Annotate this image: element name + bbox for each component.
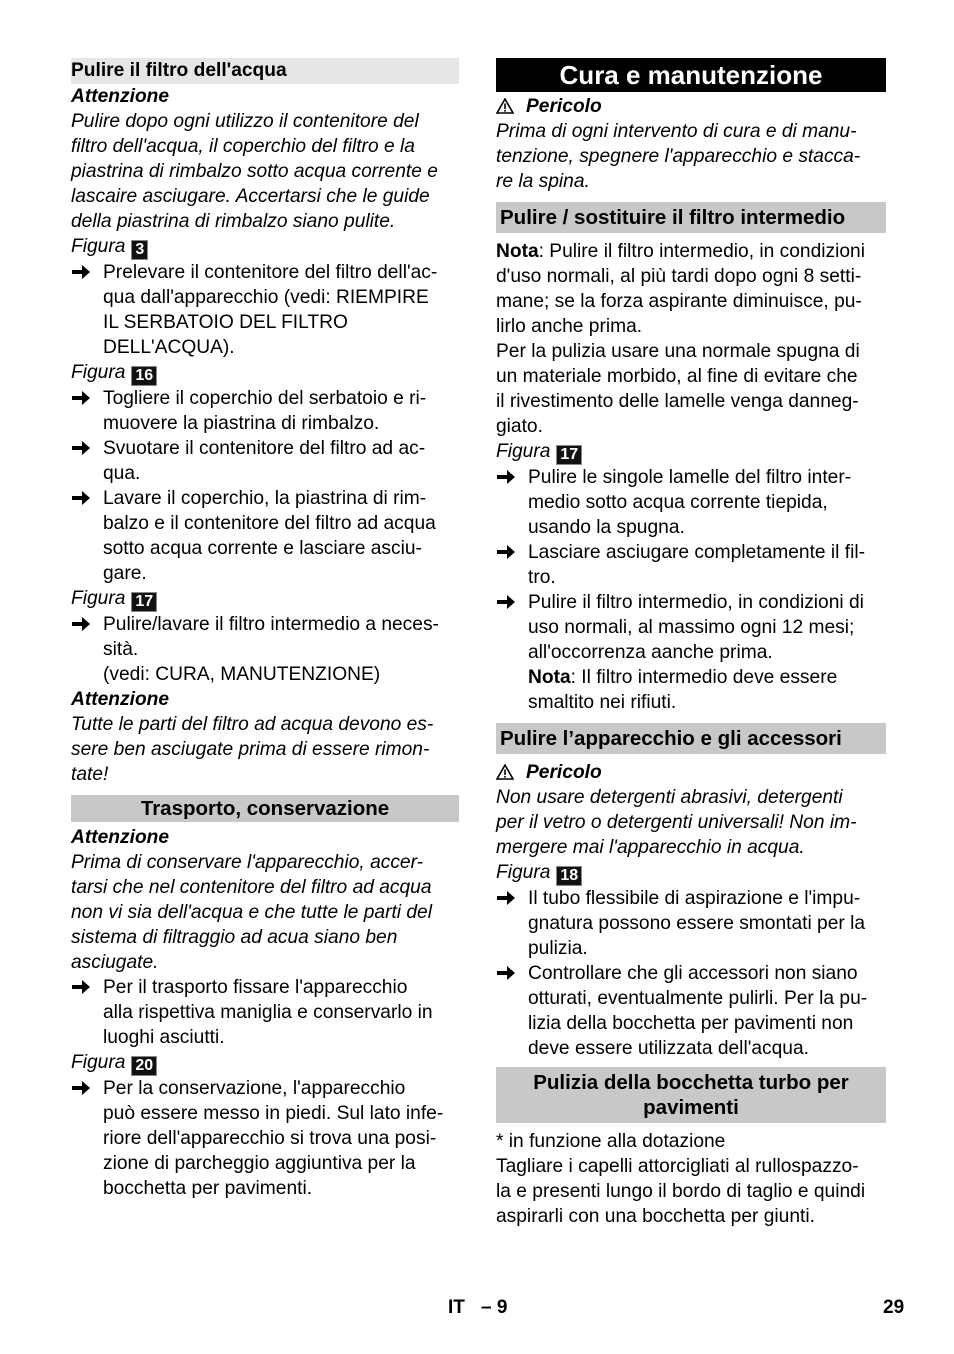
instruction-line: gare. bbox=[103, 563, 147, 584]
left-column bbox=[71, 58, 459, 1201]
instruction-line: Lavare il coperchio, la piastrina di rim- bbox=[103, 488, 427, 509]
attention-text-line: piastrina di rimbalzo sotto acqua corrente e bbox=[71, 161, 438, 182]
instruction-line: all'occorrenza aanche prima. bbox=[528, 642, 773, 663]
arrow-right-icon bbox=[72, 980, 90, 994]
paragraph-line: il rivestimento delle lamelle venga danneg- bbox=[496, 391, 859, 412]
instruction-line: medio sotto acqua corrente tiepida, bbox=[528, 492, 828, 513]
figure-label: Figura bbox=[71, 588, 126, 609]
instruction-line: Pulire/lavare il filtro intermedio a neces- bbox=[103, 614, 439, 635]
instruction-line: muovere la piastrina di rimbalzo. bbox=[103, 413, 380, 434]
arrow-right-icon bbox=[72, 617, 90, 631]
note-text: : Il filtro intermedio deve essere bbox=[570, 667, 838, 688]
instruction-line: luoghi asciutti. bbox=[103, 1027, 225, 1048]
figure-label: Figura bbox=[71, 236, 126, 257]
instruction-line: qua dall'apparecchio (vedi: RIEMPIRE bbox=[103, 287, 429, 308]
attention-text-line: asciugate. bbox=[71, 952, 159, 973]
note-label: Nota bbox=[496, 241, 539, 262]
attention-label: Attenzione bbox=[71, 689, 170, 710]
instruction-item bbox=[496, 961, 886, 1061]
attention-label: Attenzione bbox=[71, 827, 170, 848]
instruction-line: Pulire il filtro intermedio, in condizioni di bbox=[528, 592, 864, 613]
arrow-right-icon bbox=[497, 966, 515, 980]
figure-label: Figura bbox=[71, 1052, 126, 1073]
paragraph-line: la e presenti lungo il bordo di taglio e quindi bbox=[496, 1181, 866, 1202]
arrow-right-icon bbox=[72, 1081, 90, 1095]
instruction-line: usando la spugna. bbox=[528, 517, 685, 538]
figure-label: Figura bbox=[71, 362, 126, 383]
instruction-line: DELL'ACQUA). bbox=[103, 337, 235, 358]
instruction-line: alla rispettiva maniglia e conservarlo in bbox=[103, 1002, 433, 1023]
instruction-item bbox=[71, 1076, 459, 1201]
chapter-title: Cura e manutenzione bbox=[496, 58, 886, 92]
danger-text-line: tenzione, spegnere l'apparecchio e stacca- bbox=[496, 146, 861, 167]
attention-label: Attenzione bbox=[71, 86, 170, 107]
note-line: d'uso normali, al più tardi dopo ogni 8 setti- bbox=[496, 266, 862, 287]
figure-number-badge: 17 bbox=[556, 445, 582, 465]
instruction-line: balzo e il contenitore del filtro ad acqua bbox=[103, 513, 436, 534]
instruction-line: bocchetta per pavimenti. bbox=[103, 1178, 313, 1199]
attention-text-line: sistema di filtraggio ad acua siano ben bbox=[71, 927, 398, 948]
figure-reference bbox=[496, 439, 886, 465]
danger-text-line: per il vetro o detergenti universali! Non im- bbox=[496, 812, 857, 833]
attention-text-line: tarsi che nel contenitore del filtro ad acqua bbox=[71, 877, 432, 898]
figure-reference bbox=[71, 360, 459, 386]
instruction-item bbox=[71, 386, 459, 436]
instruction-line: sotto acqua corrente e lasciare asciu- bbox=[103, 538, 422, 559]
arrow-right-icon bbox=[497, 891, 515, 905]
instruction-line: Per il trasporto fissare l'apparecchio bbox=[103, 977, 408, 998]
instruction-line: deve essere utilizzata dell'acqua. bbox=[528, 1038, 809, 1059]
figure-reference bbox=[71, 1050, 459, 1076]
figure-reference bbox=[71, 586, 459, 612]
note-text: : Pulire il filtro intermedio, in condizioni bbox=[538, 241, 865, 262]
paragraph-line: Tagliare i capelli attorcigliati al rullospazzo- bbox=[496, 1156, 859, 1177]
note-line: smaltito nei rifiuti. bbox=[528, 692, 677, 713]
instruction-line: Togliere il coperchio del serbatoio e ri- bbox=[103, 388, 427, 409]
instruction-line: Pulire le singole lamelle del filtro inter- bbox=[528, 467, 852, 488]
warning-triangle-icon bbox=[496, 98, 514, 114]
instruction-line: otturati, eventualmente pulirli. Per la pu- bbox=[528, 988, 868, 1009]
danger-text-line: Non usare detergenti abrasivi, detergenti bbox=[496, 787, 843, 808]
section-heading-device-cleaning: Pulire l’apparecchio e gli accessori bbox=[496, 723, 886, 754]
note-line: mane; se la forza aspirante diminuisce, pu- bbox=[496, 291, 862, 312]
danger-text-line: Prima di ogni intervento di cura e di manu- bbox=[496, 121, 857, 142]
right-column bbox=[496, 58, 886, 1229]
arrow-right-icon bbox=[72, 491, 90, 505]
arrow-right-icon bbox=[497, 545, 515, 559]
arrow-right-icon bbox=[497, 595, 515, 609]
figure-number-badge: 16 bbox=[131, 366, 157, 386]
attention-text-line: tate! bbox=[71, 764, 109, 785]
instruction-item bbox=[496, 540, 886, 590]
instruction-line: riore dell'apparecchio si trova una posi- bbox=[103, 1128, 437, 1149]
section-heading-turbo-nozzle bbox=[496, 1067, 886, 1123]
danger-heading bbox=[496, 760, 886, 785]
page-number: 29 bbox=[883, 1297, 905, 1318]
instruction-item bbox=[71, 260, 459, 360]
instruction-line: tro. bbox=[528, 567, 556, 588]
instruction-line: Lasciare asciugare completamente il fil- bbox=[528, 542, 865, 563]
attention-text-line: della piastrina di rimbalzo siano pulite. bbox=[71, 211, 396, 232]
danger-heading bbox=[496, 94, 886, 119]
instruction-item bbox=[496, 590, 886, 715]
instruction-line: IL SERBATOIO DEL FILTRO bbox=[103, 312, 348, 333]
footer-section-page: – 9 bbox=[481, 1297, 508, 1318]
arrow-right-icon bbox=[72, 265, 90, 279]
instruction-line: può essere messo in piedi. Sul lato infe- bbox=[103, 1103, 444, 1124]
instruction-item bbox=[71, 612, 459, 687]
instruction-line: sità. bbox=[103, 639, 139, 660]
paragraph-line: un materiale morbido, al fine di evitare che bbox=[496, 366, 858, 387]
figure-number-badge: 3 bbox=[131, 240, 148, 260]
paragraph-line: * in funzione alla dotazione bbox=[496, 1131, 726, 1152]
note-line bbox=[496, 239, 886, 264]
figure-reference bbox=[496, 860, 886, 886]
arrow-right-icon bbox=[72, 441, 90, 455]
danger-label: Pericolo bbox=[526, 762, 602, 783]
arrow-right-icon bbox=[497, 470, 515, 484]
heading-line: Pulizia della bocchetta turbo per bbox=[533, 1071, 849, 1094]
danger-label: Pericolo bbox=[526, 96, 602, 117]
instruction-line: Il tubo flessibile di aspirazione e l'impu- bbox=[528, 888, 861, 909]
heading-line: pavimenti bbox=[643, 1096, 739, 1119]
figure-reference bbox=[71, 234, 459, 260]
instruction-item bbox=[71, 436, 459, 486]
footer-language: IT bbox=[448, 1297, 465, 1318]
note-label: Nota bbox=[528, 667, 571, 688]
section-heading-water-filter: Pulire il filtro dell'acqua bbox=[71, 58, 459, 84]
instruction-line: Per la conservazione, l'apparecchio bbox=[103, 1078, 406, 1099]
attention-text-line: Tutte le parti del filtro ad acqua devono es- bbox=[71, 714, 434, 735]
attention-text-line: lascaire asciugare. Accertarsi che le guide bbox=[71, 186, 430, 207]
instruction-line: Prelevare il contenitore del filtro dell'ac- bbox=[103, 262, 438, 283]
instruction-line: Controllare che gli accessori non siano bbox=[528, 963, 858, 984]
attention-text-line: non vi sia dell'acqua e che tutte le parti del bbox=[71, 902, 432, 923]
paragraph-line: aspirarli con una bocchetta per giunti. bbox=[496, 1206, 815, 1227]
warning-triangle-icon bbox=[496, 764, 514, 780]
instruction-line: zione di parcheggio aggiuntiva per la bbox=[103, 1153, 416, 1174]
attention-text-line: sere ben asciugate prima di essere rimon- bbox=[71, 739, 430, 760]
instruction-line: qua. bbox=[103, 463, 141, 484]
danger-text-line: re la spina. bbox=[496, 171, 590, 192]
paragraph-line: Per la pulizia usare una normale spugna di bbox=[496, 341, 860, 362]
note-line: lirlo anche prima. bbox=[496, 316, 643, 337]
attention-text-line: filtro dell'acqua, il coperchio del filtro e la bbox=[71, 136, 415, 157]
section-heading-transport: Trasporto, conservazione bbox=[71, 795, 459, 822]
figure-label: Figura bbox=[496, 862, 551, 883]
attention-text-line: Pulire dopo ogni utilizzo il contenitore del bbox=[71, 111, 419, 132]
danger-text-line: mergere mai l'apparecchio in acqua. bbox=[496, 837, 805, 858]
instruction-line: lizia della bocchetta per pavimenti non bbox=[528, 1013, 854, 1034]
note-line bbox=[528, 665, 886, 690]
figure-number-badge: 18 bbox=[556, 866, 582, 886]
instruction-line: gnatura possono essere smontati per la bbox=[528, 913, 866, 934]
instruction-item bbox=[496, 886, 886, 961]
figure-label: Figura bbox=[496, 441, 551, 462]
paragraph-line: giato. bbox=[496, 416, 543, 437]
section-heading-intermediate-filter: Pulire / sostituire il filtro intermedio bbox=[496, 202, 886, 233]
instruction-item bbox=[496, 465, 886, 540]
figure-number-badge: 17 bbox=[131, 592, 157, 612]
instruction-line: pulizia. bbox=[528, 938, 588, 959]
instruction-line: Svuotare il contenitore del filtro ad ac- bbox=[103, 438, 426, 459]
attention-text-line: Prima di conservare l'apparecchio, accer- bbox=[71, 852, 424, 873]
instruction-item bbox=[71, 486, 459, 586]
instruction-item bbox=[71, 975, 459, 1050]
instruction-line: uso normali, al massimo ogni 12 mesi; bbox=[528, 617, 855, 638]
instruction-line: (vedi: CURA, MANUTENZIONE) bbox=[103, 664, 381, 685]
figure-number-badge: 20 bbox=[131, 1056, 157, 1076]
arrow-right-icon bbox=[72, 391, 90, 405]
